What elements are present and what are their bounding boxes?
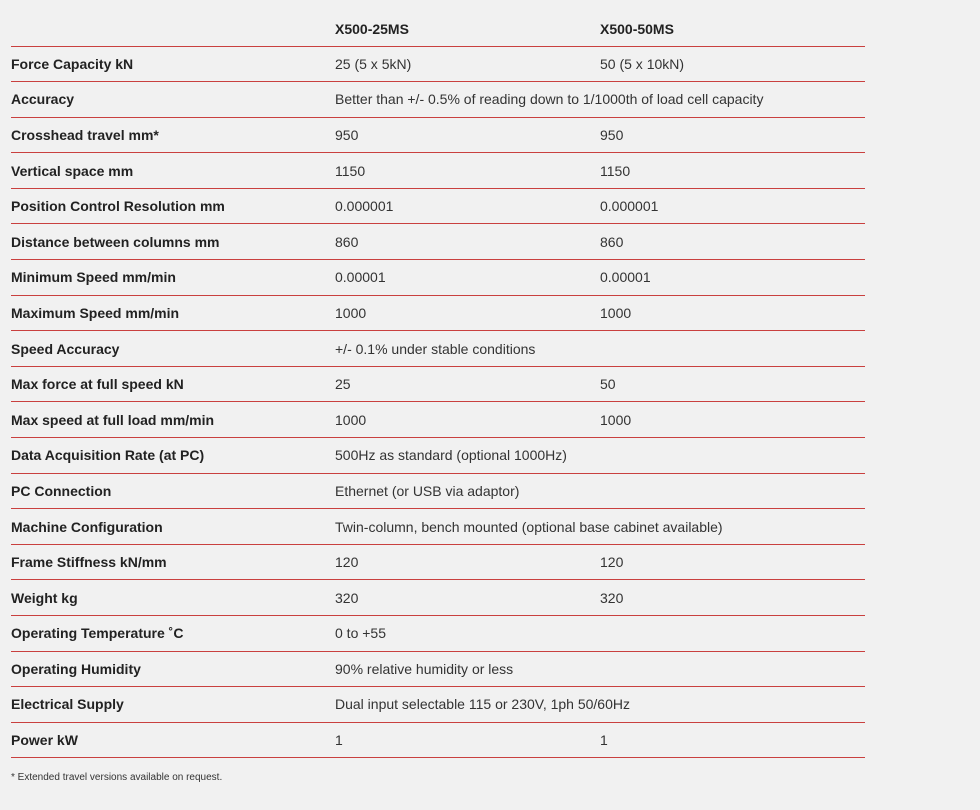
- row-value-b: 950: [600, 126, 624, 143]
- row-value-shared: +/- 0.1% under stable conditions: [335, 340, 536, 357]
- row-value-shared: 90% relative humidity or less: [335, 660, 514, 677]
- row-label: Max speed at full load mm/min: [11, 411, 215, 428]
- table-row: [11, 402, 865, 438]
- table-row: [11, 118, 865, 154]
- row-value-a: 950: [335, 126, 359, 143]
- row-label: Vertical space mm: [11, 162, 134, 179]
- row-label: Distance between columns mm: [11, 233, 220, 250]
- row-value-b: 1: [600, 732, 608, 749]
- row-label: Operating Temperature ˚C: [11, 625, 184, 642]
- row-value-b: 0.000001: [600, 198, 659, 215]
- table-row: [11, 723, 865, 759]
- row-label: PC Connection: [11, 482, 112, 499]
- table-row: [11, 509, 865, 545]
- table-row: [11, 224, 865, 260]
- row-label: Max force at full speed kN: [11, 376, 184, 393]
- row-value-a: 25: [335, 376, 351, 393]
- header-model-b: X500-50MS: [600, 21, 674, 38]
- row-value-a: 860: [335, 233, 359, 250]
- row-label: Operating Humidity: [11, 660, 141, 677]
- table-row: [11, 331, 865, 367]
- row-value-a: 25 (5 x 5kN): [335, 55, 412, 72]
- header-model-a: X500-25MS: [335, 21, 409, 38]
- row-label: Frame Stiffness kN/mm: [11, 554, 167, 571]
- table-row: [11, 474, 865, 510]
- row-value-a: 1000: [335, 411, 367, 428]
- row-label: Minimum Speed mm/min: [11, 269, 176, 286]
- row-label: Crosshead travel mm*: [11, 126, 159, 143]
- row-value-b: 1000: [600, 304, 632, 321]
- table-row: [11, 189, 865, 225]
- row-value-b: 120: [600, 554, 624, 571]
- table-row: [11, 545, 865, 581]
- row-label: Machine Configuration: [11, 518, 163, 535]
- row-value-shared: 500Hz as standard (optional 1000Hz): [335, 447, 567, 464]
- table-row: [11, 367, 865, 403]
- row-label: Accuracy: [11, 91, 75, 108]
- row-label: Maximum Speed mm/min: [11, 304, 180, 321]
- row-value-a: 1150: [335, 162, 366, 179]
- table-row: [11, 616, 865, 652]
- row-value-b: 50 (5 x 10kN): [600, 55, 685, 72]
- row-label: Force Capacity kN: [11, 55, 134, 72]
- row-value-b: 1000: [600, 411, 632, 428]
- table-row: [11, 652, 865, 688]
- row-value-a: 0.000001: [335, 198, 394, 215]
- row-value-b: 1150: [600, 162, 631, 179]
- table-row: [11, 580, 865, 616]
- row-label: Data Acquisition Rate (at PC): [11, 447, 205, 464]
- row-label: Electrical Supply: [11, 696, 124, 713]
- row-value-a: 1: [335, 732, 343, 749]
- table-row: [11, 260, 865, 296]
- footnote: * Extended travel versions available on request.: [11, 772, 223, 783]
- row-value-shared: 0 to +55: [335, 625, 386, 642]
- row-value-b: 320: [600, 589, 624, 606]
- row-value-a: 120: [335, 554, 359, 571]
- row-value-b: 50: [600, 376, 616, 393]
- row-value-shared: Twin-column, bench mounted (optional base cabinet available): [335, 518, 723, 535]
- row-value-b: 0.00001: [600, 269, 651, 286]
- row-label: Weight kg: [11, 589, 78, 606]
- table-row: [11, 296, 865, 332]
- row-value-b: 860: [600, 233, 624, 250]
- table-row: [11, 82, 865, 118]
- table-row: [11, 687, 865, 723]
- table-row: [11, 153, 865, 189]
- row-value-a: 1000: [335, 304, 367, 321]
- row-value-shared: Ethernet (or USB via adaptor): [335, 482, 520, 499]
- table-row: [11, 47, 865, 83]
- row-label: Power kW: [11, 732, 78, 749]
- row-value-shared: Dual input selectable 115 or 230V, 1ph 50/60Hz: [335, 696, 630, 713]
- table-row: [11, 438, 865, 474]
- row-value-a: 320: [335, 589, 359, 606]
- row-label: Speed Accuracy: [11, 340, 120, 357]
- table-header-row: [11, 13, 865, 47]
- spec-table: [11, 13, 865, 758]
- row-value-shared: Better than +/- 0.5% of reading down to 1/1000th of load cell capacity: [335, 91, 764, 108]
- row-label: Position Control Resolution mm: [11, 198, 225, 215]
- row-value-a: 0.00001: [335, 269, 386, 286]
